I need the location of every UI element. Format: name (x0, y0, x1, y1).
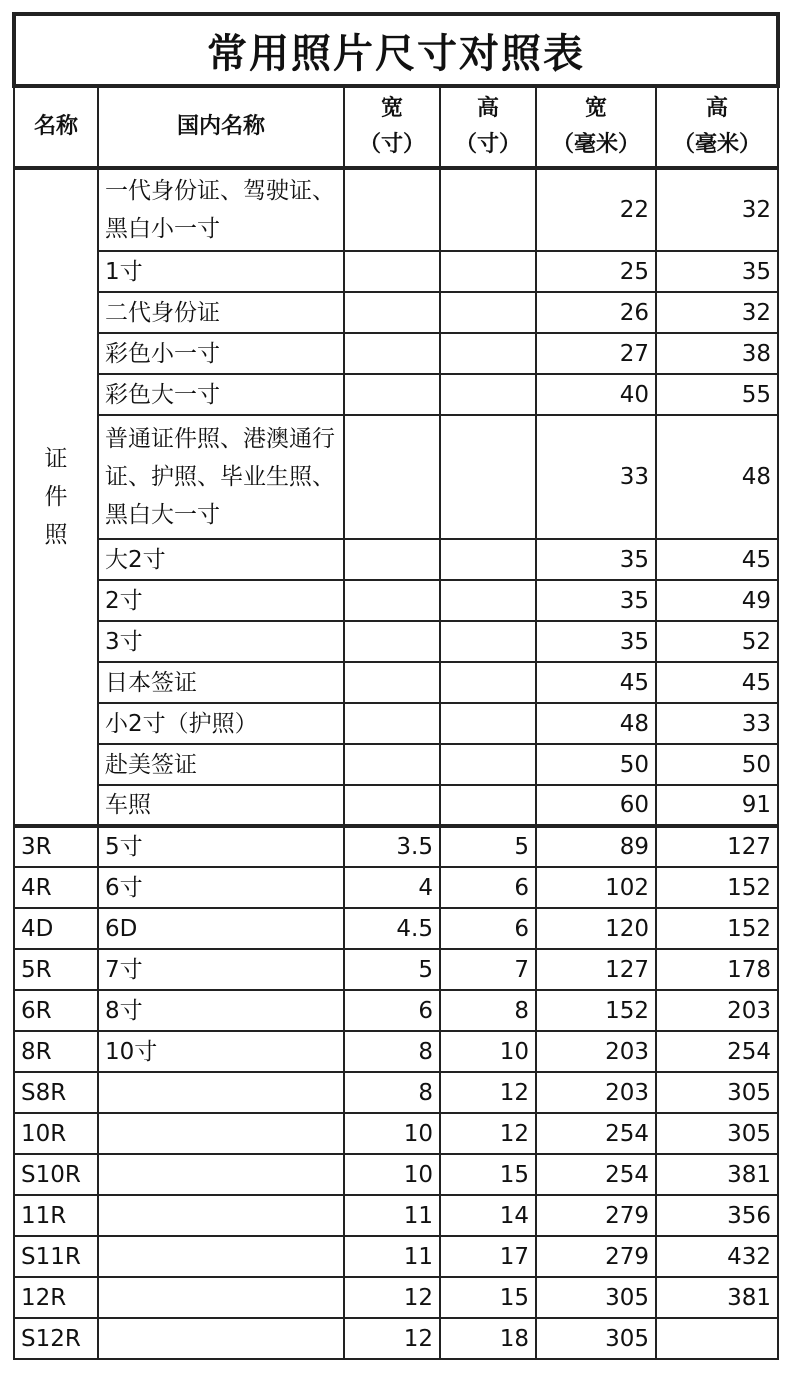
cell-height-mm: 38 (656, 333, 778, 374)
cell-width-inch: 5 (344, 949, 440, 990)
cell-height-inch (440, 703, 536, 744)
table-row (14, 703, 778, 744)
cell-domestic: 赴美签证 (98, 744, 344, 785)
cell-height-inch: 7 (440, 949, 536, 990)
cell-height-mm (656, 1318, 778, 1359)
group-char: 件 (44, 484, 68, 510)
cell-height-inch (440, 292, 536, 333)
cell-height-inch: 6 (440, 908, 536, 949)
cell-width-mm: 35 (536, 539, 656, 580)
cell-domestic: 2寸 (98, 580, 344, 621)
cell-height-mm: 55 (656, 374, 778, 415)
cell-domestic: 6寸 (98, 867, 344, 908)
cell-width-mm: 89 (536, 826, 656, 867)
cell-width-inch: 8 (344, 1031, 440, 1072)
cell-name: 12R (14, 1277, 98, 1318)
cell-domestic (98, 1072, 344, 1113)
cell-width-inch (344, 621, 440, 662)
cell-width-mm: 26 (536, 292, 656, 333)
header-height-inch-line1: 高 (476, 96, 499, 121)
table-row (14, 949, 778, 990)
cell-width-mm: 45 (536, 662, 656, 703)
table-row (14, 539, 778, 580)
group-char: 照 (44, 522, 68, 548)
cell-width-inch: 4 (344, 867, 440, 908)
cell-domestic (98, 1195, 344, 1236)
cell-domestic: 5寸 (98, 826, 344, 867)
cell-width-mm: 25 (536, 251, 656, 292)
cell-width-inch (344, 374, 440, 415)
cell-domestic: 二代身份证 (98, 292, 344, 333)
cell-height-inch (440, 621, 536, 662)
cell-height-inch (440, 374, 536, 415)
table-row (14, 292, 778, 333)
cell-name: S11R (14, 1236, 98, 1277)
cell-height-inch: 12 (440, 1072, 536, 1113)
cell-domestic: 车照 (98, 785, 344, 826)
cell-name: 6R (14, 990, 98, 1031)
cell-domestic: 6D (98, 908, 344, 949)
cell-height-inch: 12 (440, 1113, 536, 1154)
header-width-inch-line2: （寸） (358, 132, 425, 157)
cell-domestic: 7寸 (98, 949, 344, 990)
cell-name: 10R (14, 1113, 98, 1154)
cell-height-mm: 32 (656, 292, 778, 333)
cell-domestic: 彩色大一寸 (98, 374, 344, 415)
header-name: 名称 (14, 86, 98, 168)
cell-height-mm: 33 (656, 703, 778, 744)
header-height-mm-line2: （毫米） (672, 132, 761, 157)
cell-width-mm: 102 (536, 867, 656, 908)
cell-width-inch: 6 (344, 990, 440, 1031)
cell-width-inch: 12 (344, 1277, 440, 1318)
cell-domestic (98, 1113, 344, 1154)
cell-height-mm: 52 (656, 621, 778, 662)
cell-width-inch: 10 (344, 1154, 440, 1195)
photo-size-sheet (12, 12, 776, 1360)
cell-domestic: 8寸 (98, 990, 344, 1031)
cell-height-mm: 50 (656, 744, 778, 785)
cell-height-inch (440, 168, 536, 251)
cell-width-inch (344, 333, 440, 374)
header-height-mm-line1: 高 (705, 96, 728, 121)
table-body (14, 168, 778, 1359)
cell-height-mm: 203 (656, 990, 778, 1031)
header-width-mm-line2: （毫米） (551, 132, 640, 157)
cell-domestic (98, 1318, 344, 1359)
cell-height-inch: 14 (440, 1195, 536, 1236)
table-row (14, 1113, 778, 1154)
cell-width-mm: 127 (536, 949, 656, 990)
cell-height-inch (440, 580, 536, 621)
cell-height-mm: 48 (656, 415, 778, 539)
cell-height-inch (440, 744, 536, 785)
cell-width-mm: 60 (536, 785, 656, 826)
cell-width-mm: 152 (536, 990, 656, 1031)
cell-width-inch (344, 744, 440, 785)
cell-width-mm: 279 (536, 1195, 656, 1236)
cell-name: 3R (14, 826, 98, 867)
cell-width-mm: 33 (536, 415, 656, 539)
cell-height-mm: 127 (656, 826, 778, 867)
cell-width-inch (344, 292, 440, 333)
cell-name: 5R (14, 949, 98, 990)
table-row (14, 1236, 778, 1277)
table-row (14, 744, 778, 785)
header-width-inch (344, 86, 440, 168)
cell-height-inch (440, 785, 536, 826)
cell-height-inch: 15 (440, 1154, 536, 1195)
cell-height-mm: 432 (656, 1236, 778, 1277)
header-width-mm-line1: 宽 (584, 96, 607, 121)
header-height-inch (440, 86, 536, 168)
header-width-inch-line1: 宽 (380, 96, 403, 121)
cell-width-mm: 305 (536, 1277, 656, 1318)
cell-width-mm: 305 (536, 1318, 656, 1359)
cell-domestic: 10寸 (98, 1031, 344, 1072)
cell-height-inch (440, 415, 536, 539)
cell-domestic: 大2寸 (98, 539, 344, 580)
cell-height-mm: 178 (656, 949, 778, 990)
cell-width-inch: 12 (344, 1318, 440, 1359)
cell-height-inch (440, 539, 536, 580)
header-row (14, 86, 778, 168)
cell-height-inch: 10 (440, 1031, 536, 1072)
cell-height-inch (440, 662, 536, 703)
cell-height-mm: 45 (656, 662, 778, 703)
cell-height-mm: 35 (656, 251, 778, 292)
table-row (14, 826, 778, 867)
cell-height-inch: 8 (440, 990, 536, 1031)
header-width-mm (536, 86, 656, 168)
cell-domestic: 彩色小一寸 (98, 333, 344, 374)
cell-width-inch (344, 785, 440, 826)
id-photo-group-label (14, 168, 98, 826)
header-domestic: 国内名称 (98, 86, 344, 168)
cell-width-mm: 203 (536, 1031, 656, 1072)
cell-width-inch (344, 168, 440, 251)
table-row (14, 990, 778, 1031)
cell-height-mm: 381 (656, 1154, 778, 1195)
cell-height-inch (440, 333, 536, 374)
cell-name: 4R (14, 867, 98, 908)
table-row (14, 867, 778, 908)
table-row (14, 1277, 778, 1318)
cell-domestic (98, 1277, 344, 1318)
cell-domestic: 1寸 (98, 251, 344, 292)
cell-width-mm: 22 (536, 168, 656, 251)
cell-domestic (98, 1154, 344, 1195)
table-row (14, 1154, 778, 1195)
cell-height-mm: 356 (656, 1195, 778, 1236)
cell-domestic: 一代身份证、驾驶证、黑白小一寸 (98, 168, 344, 251)
table-row (14, 168, 778, 251)
photo-size-table (12, 12, 780, 1360)
cell-width-mm: 254 (536, 1154, 656, 1195)
table-row (14, 1072, 778, 1113)
cell-width-inch: 11 (344, 1195, 440, 1236)
cell-domestic: 3寸 (98, 621, 344, 662)
cell-width-inch: 10 (344, 1113, 440, 1154)
table-row (14, 662, 778, 703)
table-row (14, 415, 778, 539)
table-row (14, 374, 778, 415)
cell-width-inch (344, 703, 440, 744)
cell-name: S10R (14, 1154, 98, 1195)
cell-height-mm: 152 (656, 867, 778, 908)
cell-name: 11R (14, 1195, 98, 1236)
cell-domestic: 小2寸（护照） (98, 703, 344, 744)
header-height-inch-line2: （寸） (454, 132, 521, 157)
cell-width-mm: 40 (536, 374, 656, 415)
cell-width-inch: 3.5 (344, 826, 440, 867)
cell-name: 4D (14, 908, 98, 949)
cell-height-mm: 305 (656, 1113, 778, 1154)
cell-height-mm: 45 (656, 539, 778, 580)
cell-width-inch (344, 580, 440, 621)
cell-height-mm: 381 (656, 1277, 778, 1318)
table-row (14, 1318, 778, 1359)
cell-domestic (98, 1236, 344, 1277)
table-row (14, 580, 778, 621)
cell-name: 8R (14, 1031, 98, 1072)
cell-height-inch: 17 (440, 1236, 536, 1277)
cell-width-inch (344, 251, 440, 292)
table-row (14, 621, 778, 662)
cell-width-inch (344, 662, 440, 703)
cell-width-inch: 4.5 (344, 908, 440, 949)
table-row (14, 785, 778, 826)
cell-height-mm: 32 (656, 168, 778, 251)
cell-height-inch: 15 (440, 1277, 536, 1318)
table-row (14, 1031, 778, 1072)
cell-height-mm: 91 (656, 785, 778, 826)
cell-width-mm: 48 (536, 703, 656, 744)
cell-width-inch: 11 (344, 1236, 440, 1277)
cell-height-inch (440, 251, 536, 292)
table-row (14, 333, 778, 374)
cell-width-inch (344, 415, 440, 539)
cell-height-inch: 5 (440, 826, 536, 867)
cell-width-mm: 254 (536, 1113, 656, 1154)
cell-width-mm: 27 (536, 333, 656, 374)
cell-domestic: 普通证件照、港澳通行证、护照、毕业生照、黑白大一寸 (98, 415, 344, 539)
cell-height-mm: 305 (656, 1072, 778, 1113)
cell-width-mm: 35 (536, 580, 656, 621)
cell-width-mm: 50 (536, 744, 656, 785)
cell-height-inch: 18 (440, 1318, 536, 1359)
cell-height-mm: 152 (656, 908, 778, 949)
cell-height-inch: 6 (440, 867, 536, 908)
cell-width-inch: 8 (344, 1072, 440, 1113)
table-row (14, 1195, 778, 1236)
cell-width-mm: 120 (536, 908, 656, 949)
cell-width-inch (344, 539, 440, 580)
cell-height-mm: 254 (656, 1031, 778, 1072)
table-title: 常用照片尺寸对照表 (14, 14, 778, 86)
cell-width-mm: 203 (536, 1072, 656, 1113)
cell-name: S8R (14, 1072, 98, 1113)
group-char: 证 (44, 446, 68, 472)
table-row (14, 251, 778, 292)
cell-height-mm: 49 (656, 580, 778, 621)
header-height-mm (656, 86, 778, 168)
table-row (14, 908, 778, 949)
cell-name: S12R (14, 1318, 98, 1359)
cell-width-mm: 35 (536, 621, 656, 662)
cell-width-mm: 279 (536, 1236, 656, 1277)
cell-domestic: 日本签证 (98, 662, 344, 703)
